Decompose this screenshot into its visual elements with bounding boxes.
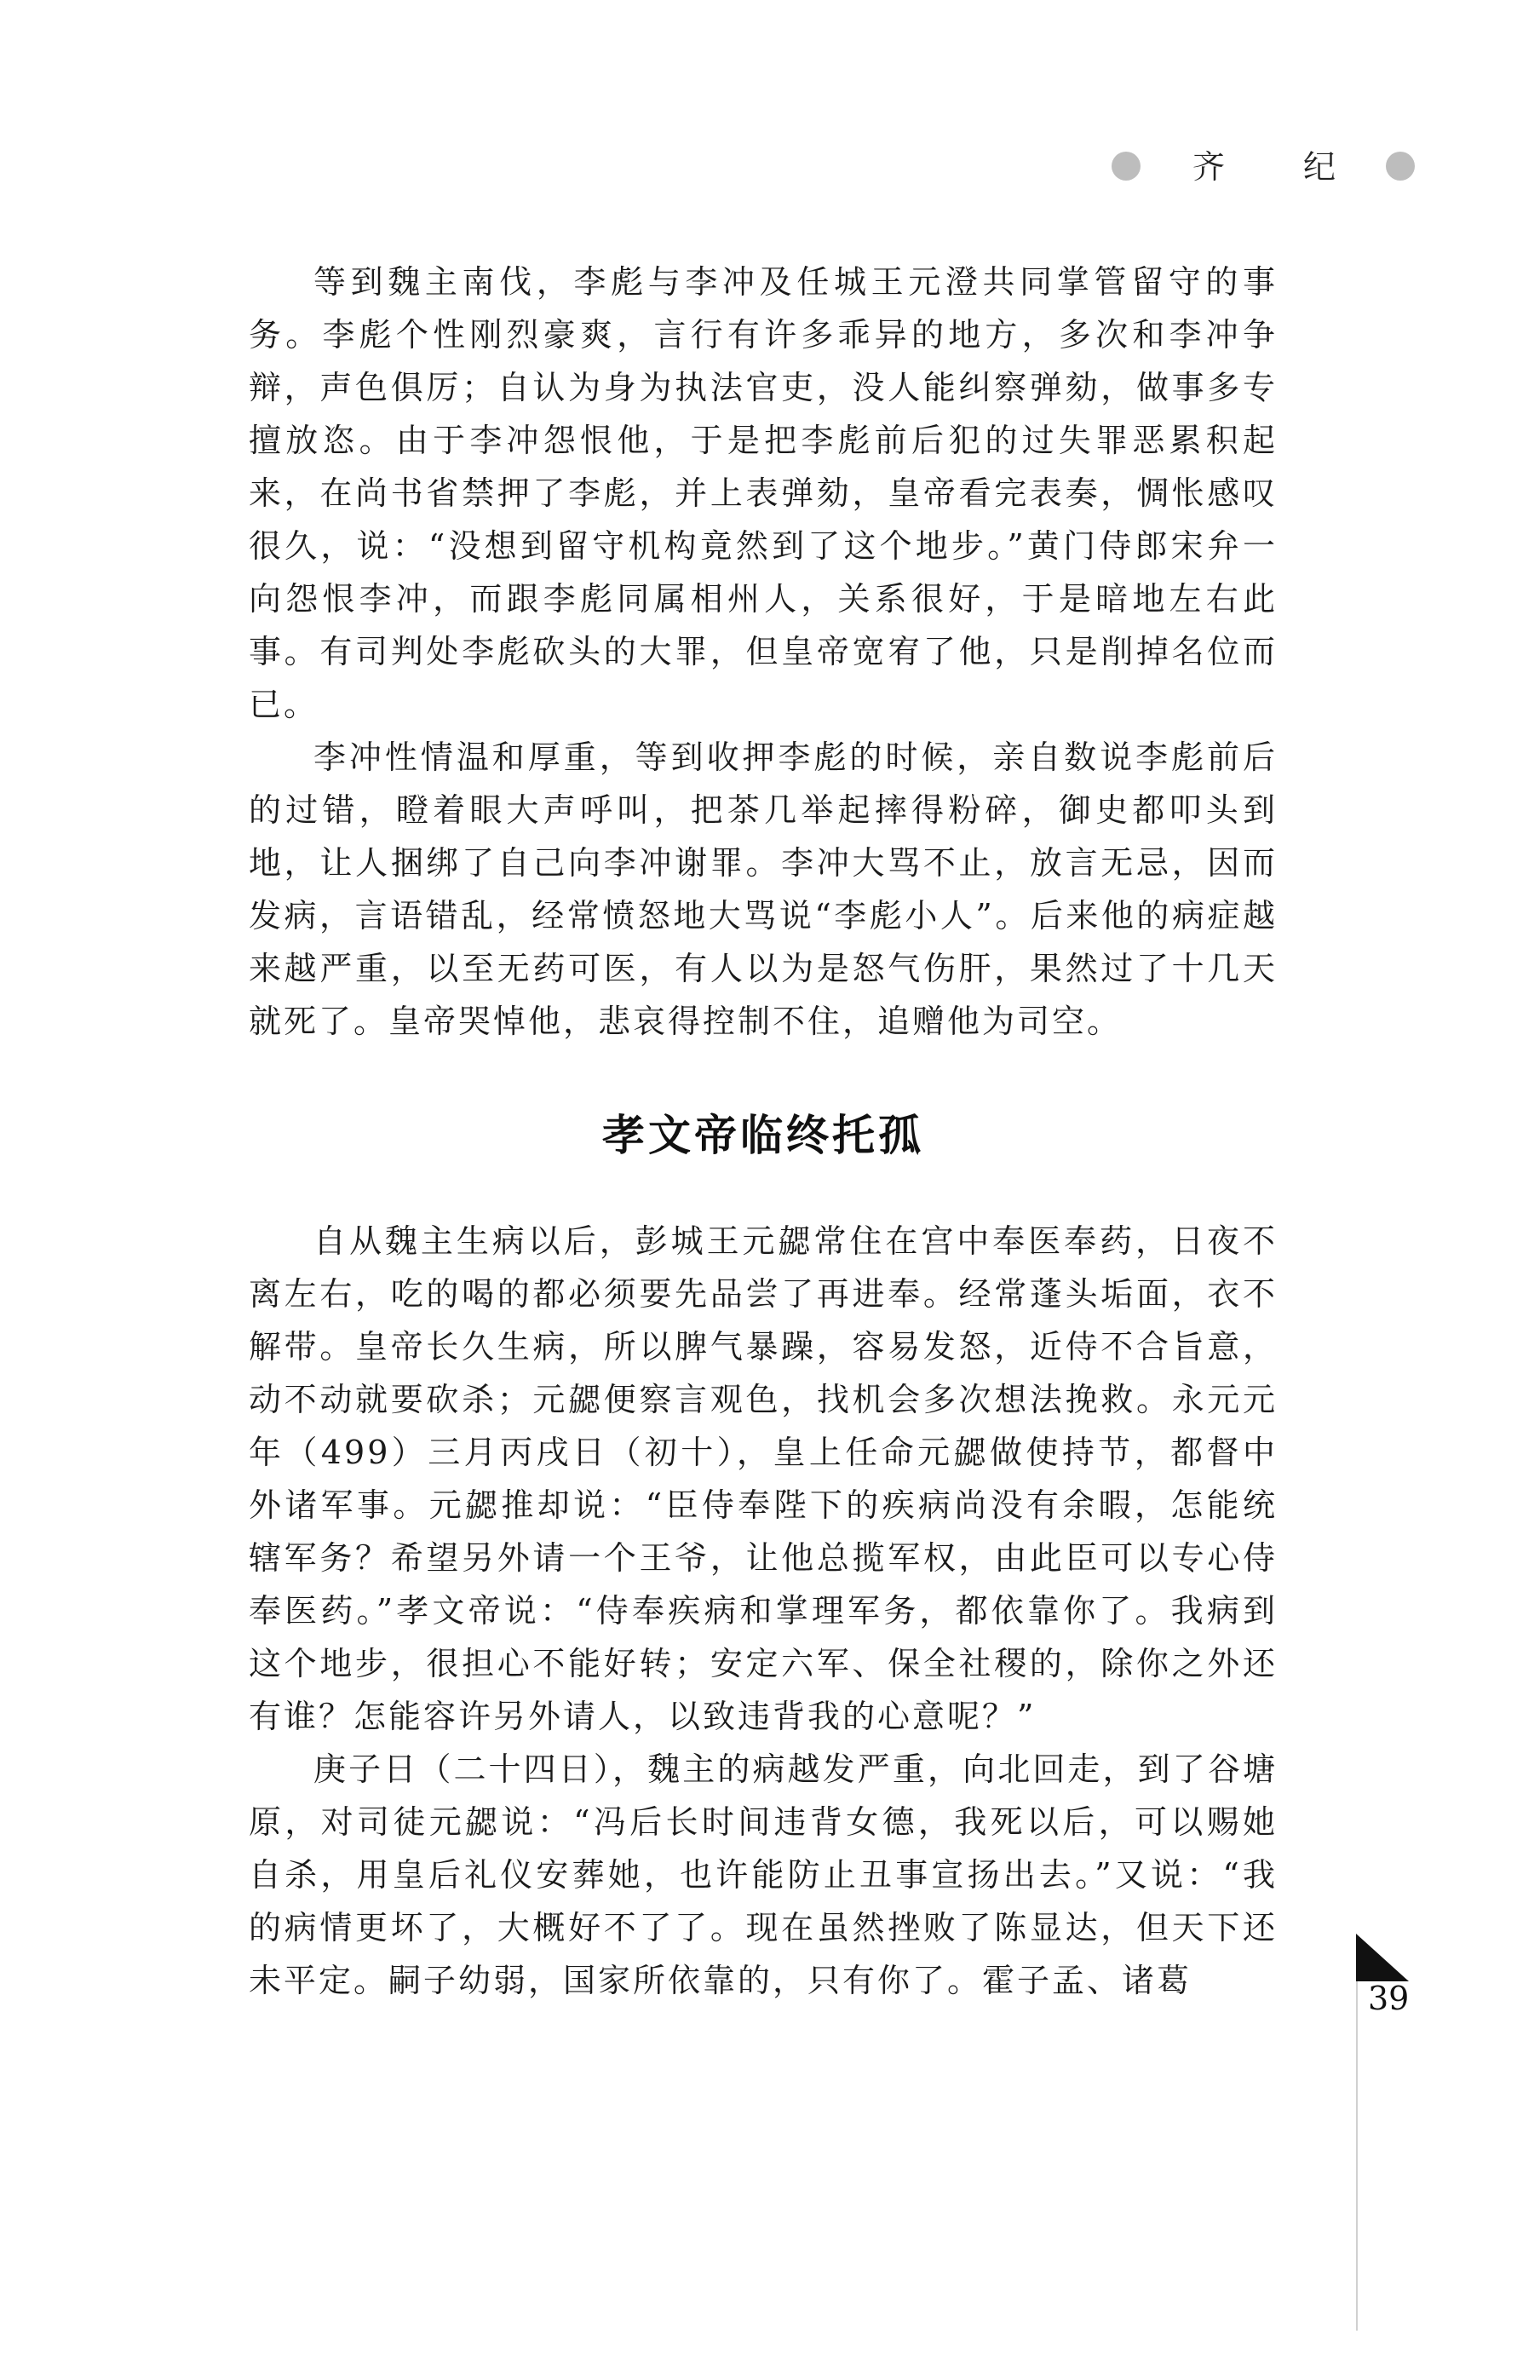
page-number: 39 bbox=[1368, 1980, 1410, 2017]
running-header bbox=[1112, 145, 1418, 196]
paragraph: 自从魏主生病以后，彭城王元勰常住在宫中奉医奉药，日夜不离左右，吃的喝的都必须要先品尝了再进奉。经常蓬头垢面，衣不解带。皇帝长久生病，所以脾气暴躁，容易发怒，近侍不合旨意，动不动就要砍杀；元勰便察言观色，找机会多次想法挽救。永元元年（499）三月丙戌日（初十），皇上任命元勰做使持节，都督中外诸军事。元勰推却说：“臣侍奉陛下的疾病尚没有余暇，怎能统辖军务？希望另外请一个王爷，让他总揽军权，由此臣可以专心侍奉医药。”孝文帝说：“侍奉疾病和掌理军务，都依靠你了。我病到这个地步，很担心不能好转；安定六军、保全社稷的，除你之外还有谁？怎能容许另外请人，以致违背我的心意呢？” bbox=[249, 1222, 1278, 1735]
header-right-dot-icon bbox=[1386, 152, 1415, 181]
section-title: 孝文帝临终托孤 bbox=[602, 1111, 924, 1160]
paragraph: 李冲性情温和厚重，等到收押李彪的时候，亲自数说李彪前后的过错，瞪着眼大声呼叫，把茶几举起摔得粉碎，御史都叩头到地，让人捆绑了自己向李冲谢罪。李冲大骂不止，放言无忌，因而发病，言语错乱，经常愤怒地大骂说“李彪小人”。后来他的病症越来越严重，以至无药可医，有人以为是怒气伤肝，果然过了十几天就死了。皇帝哭悼他，悲哀得控制不住，追赠他为司空。 bbox=[249, 739, 1278, 1040]
header-title-char-1: 齐 bbox=[1192, 148, 1226, 186]
header-left-dot-icon bbox=[1112, 152, 1141, 181]
page-corner-triangle-icon bbox=[1356, 1934, 1409, 1981]
paragraph: 庚子日（二十四日），魏主的病越发严重，向北回走，到了谷塘原，对司徒元勰说：“冯后长时间违背女德，我死以后，可以赐她自杀，用皇后礼仪安葬她，也许能防止丑事宣扬出去。”又说：“我的病情更坏了，大概好不了了。现在虽然挫败了陈显达，但天下还未平定。嗣子幼弱，国家所依靠的，只有你了。霍子孟、诸葛 bbox=[249, 1751, 1278, 1999]
paragraph: 等到魏主南伐，李彪与李冲及任城王元澄共同掌管留守的事务。李彪个性刚烈豪爽，言行有许多乖异的地方，多次和李冲争辩，声色俱厉；自认为身为执法官吏，没人能纠察弹劾，做事多专擅放恣。由于李冲怨恨他，于是把李彪前后犯的过失罪恶累积起来，在尚书省禁押了李彪，并上表弹劾，皇帝看完表奏，惆怅感叹很久，说：“没想到留守机构竟然到了这个地步。”黄门侍郎宋弁一向怨恨李冲，而跟李彪同属相州人，关系很好，于是暗地左右此事。有司判处李彪砍头的大罪，但皇帝宽宥了他，只是削掉名位而已。 bbox=[249, 263, 1278, 723]
header-title-char-2: 纪 bbox=[1303, 148, 1336, 186]
page-body bbox=[249, 256, 1278, 2007]
margin-divider bbox=[1356, 1981, 1358, 2331]
